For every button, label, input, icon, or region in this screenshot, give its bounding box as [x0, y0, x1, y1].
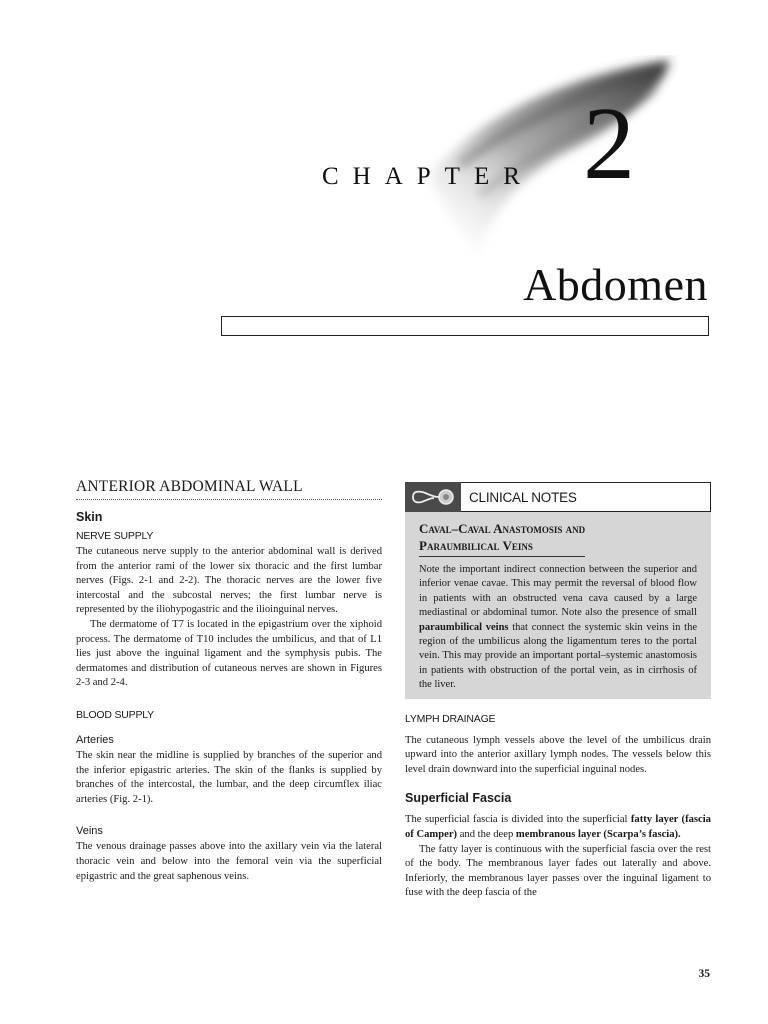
nerve-supply-heading: NERVE SUPPLY	[76, 530, 154, 542]
fascia-p1-a: The superficial fascia is divided into the superficial	[405, 814, 631, 826]
right-column	[405, 482, 711, 901]
fascia-p1-bold2: membranous layer (Scarpa’s fascia).	[515, 829, 681, 841]
nerve-paragraph-1: The cutaneous nerve supply to the anterior abdominal wall is derived from the anterior rami of the lower six thoracic and the first lumbar nerves (Figs. 2-1 and 2-2). The thoracic nerves are the lower five intercostal and the subcostal nerves; the first lumbar nerve is represented by the iliohypogastric and the ilioinguinal nerves.	[76, 546, 382, 616]
arteries-paragraph: The skin near the midline is supplied by branches of the superior and the inferior epigastric arteries. The skin of the flanks is supplied by branches of the intercostal, the lumbar, and the deep circumflex iliac arteries (Fig. 2-1).	[76, 749, 382, 805]
nerve-paragraph-2: The dermatome of T7 is located in the epigastrium over the xiphoid process. The dermatome of T10 includes the umbilicus, and that of L1 lies just above the inguinal ligament and the symphysis pubis. The dermatomes and distribution of cutaneous nerves are shown in Figures 2-3 and 2-4.	[76, 618, 382, 689]
page-number: 35	[698, 968, 710, 980]
superficial-fascia-heading: Superficial Fascia	[405, 791, 512, 806]
chapter-number: 2	[583, 86, 635, 201]
stethoscope-icon	[405, 482, 461, 512]
clinical-notes-title: CLINICAL NOTES	[469, 489, 577, 505]
arteries-heading: Arteries	[76, 733, 114, 746]
section-divider	[76, 499, 382, 500]
blood-supply-heading: BLOOD SUPPLY	[76, 708, 154, 721]
clinical-text-bold: paraumbilical veins	[419, 621, 509, 633]
chapter-label: CHAPTER	[322, 163, 534, 190]
clinical-text-part-b: that connect the systemic skin veins in the region of the umbilicus along the ligamentum teres to the portal vein. This may provide an important portal–systemic anastomosis in patients with obstruction of the portal vein, as in cirrhosis of the liver.	[419, 621, 697, 691]
fascia-paragraph-1	[405, 813, 711, 842]
clinical-text-part-a: Note the important indirect connection between the superior and inferior venae cavae. This may permit the reversal of blood flow in patients with an obstructed vena cava caused by a large mediastinal or abdominal tumor. Note also the presence of small	[419, 564, 697, 619]
lymph-drainage-heading: LYMPH DRAINAGE	[405, 712, 496, 725]
clinical-subheading	[405, 512, 711, 557]
chapter-title: Abdomen	[523, 259, 708, 310]
fascia-p1-bold1: fatty layer (fascia of Camper)	[405, 814, 711, 841]
veins-paragraph: The venous drainage passes above into the axillary vein via the lateral thoracic vein and below into the femoral vein via the superficial epigastric and the great saphenous veins.	[76, 841, 382, 882]
section-title: ANTERIOR ABDOMINAL WALL	[76, 478, 303, 495]
clinical-notes-box	[405, 482, 711, 699]
clinical-text	[405, 557, 711, 693]
clinical-notes-header	[405, 482, 711, 512]
clinical-subheading-line1: Caval–Caval Anastomosis and	[419, 521, 586, 536]
clinical-subheading-line2: Paraumbilical Veins	[419, 538, 533, 553]
fascia-paragraph-2: The fatty layer is continuous with the superficial fascia over the rest of the body. The membranous layer fades out laterally and above. Inferiorly, the membranous layer passes over the inguinal ligament to fuse with the deep fascia of the	[405, 843, 711, 899]
left-column	[76, 478, 382, 884]
skin-heading: Skin	[76, 510, 103, 524]
chapter-title-box	[221, 316, 709, 336]
fascia-p1-b: and the deep	[457, 829, 516, 841]
veins-heading: Veins	[76, 825, 103, 838]
lymph-paragraph: The cutaneous lymph vessels above the level of the umbilicus drain upward into the anterior axillary lymph nodes. The vessels below this level drain downward into the superficial inguinal nodes.	[405, 734, 711, 775]
